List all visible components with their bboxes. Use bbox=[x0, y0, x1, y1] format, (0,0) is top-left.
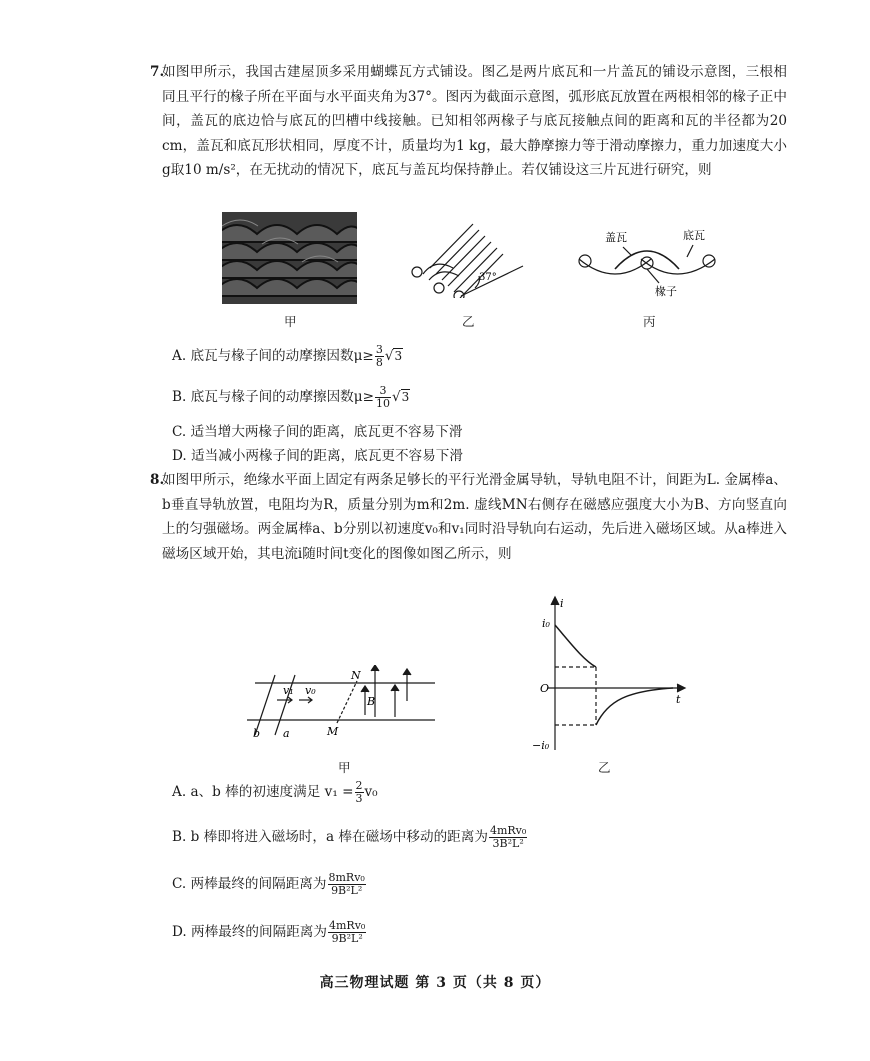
option-8c[interactable]: C. 两棒最终的间隔距离为 $\frac{\text{8mRv₀}}{\text{9B²L²}}$ bbox=[172, 871, 365, 897]
option-8b[interactable]: B. b 棒即将进入磁场时，a 棒在磁场中移动的距离为 $\frac{\text{4mRv₀}}{\text{3B²L²}}$ bbox=[172, 824, 527, 850]
label-B: B bbox=[367, 695, 376, 708]
fraction: $\frac{\text{8mRv₀}}{\text{9B²L²}}$ bbox=[328, 871, 365, 897]
axis-label-i: i bbox=[560, 597, 564, 610]
label-v0: v₀ bbox=[305, 684, 316, 697]
cross-section-diagram bbox=[575, 225, 720, 300]
figure-caption-jia: 甲 bbox=[284, 314, 297, 329]
option-7b[interactable]: B. 底瓦与椽子间的动摩擦因数μ≥ $\frac{3}{10}$ √3 bbox=[172, 384, 410, 410]
question-stem: 如图甲所示，绝缘水平面上固定有两条足够长的平行光滑金属导轨，导轨电阻不计，间距为L. 金属棒a、b垂直导轨放置，电阻均为R，质量分别为m和2m. 虚线MN右侧存在磁感应强度大小为B、方向竖直向上的匀强磁场。两金属棒a、b分别以初速度v₀和v₁同时沿导轨向右运动，先后进入磁场区域。从a棒进入磁场区域开始，其电流i随时间t变化的图像如图乙所示，则 bbox=[162, 472, 787, 562]
current-time-graph bbox=[528, 595, 688, 755]
figure-caption-yi: 乙 bbox=[462, 314, 475, 329]
label-M: M bbox=[327, 725, 339, 738]
option-7d[interactable]: D. 适当减小两椽子间的距离，底瓦更不容易下滑 bbox=[172, 448, 463, 464]
question-stem: 如图甲所示，我国古建屋顶多采用蝴蝶瓦方式铺设。图乙是两片底瓦和一片盖瓦的铺设示意图，三根相同且平行的椽子所在平面与水平面夹角为37°。图丙为截面示意图，弧形底瓦放置在两根相邻的椽子正中间，盖瓦的底边恰与底瓦的凹槽中线接触。已知相邻两椽子与底瓦接触点间的距离和瓦的半径都为20 cm，盖瓦和底瓦形状相同，厚度不计，质量均为1 kg，最大静摩擦力等于滑动摩擦力，重力加速度大小g取10 m/s²，在无扰动的情况下，底瓦与盖瓦均保持静止。若仅铺设这三片瓦进行研究，则 bbox=[162, 64, 787, 178]
label-b: b bbox=[253, 727, 261, 740]
rails-diagram bbox=[245, 665, 440, 745]
fraction: $\frac{3}{10}$ bbox=[375, 384, 390, 410]
option-7c[interactable]: C. 适当增大两椽子间的距离，底瓦更不容易下滑 bbox=[172, 424, 463, 440]
option-7a[interactable]: A. 底瓦与椽子间的动摩擦因数μ≥ $\frac{3}{8}$ √3 bbox=[172, 343, 403, 369]
angle-label: 37° bbox=[479, 272, 497, 283]
tick-i0: i₀ bbox=[542, 617, 550, 630]
label-N: N bbox=[351, 669, 361, 682]
fraction: $\frac{\text{4mRv₀}}{\text{9B²L²}}$ bbox=[329, 919, 366, 945]
roof-tiles-photo bbox=[222, 212, 357, 304]
figure-caption-bing: 丙 bbox=[643, 314, 656, 329]
page-footer: 高三物理试题 第 3 页（共 8 页） bbox=[319, 975, 551, 991]
axis-label-t: t bbox=[676, 693, 681, 706]
tile-layout-diagram bbox=[405, 218, 525, 298]
fraction: $\frac{3}{8}$ bbox=[375, 343, 383, 369]
label-v1: v₁ bbox=[283, 684, 294, 697]
label-a: a bbox=[283, 727, 290, 740]
label-diwa: 底瓦 bbox=[683, 229, 705, 242]
question-8 bbox=[150, 468, 787, 566]
question-number: 8. bbox=[150, 472, 165, 488]
tick-neg-i0: −i₀ bbox=[532, 739, 550, 752]
label-gaiwa: 盖瓦 bbox=[605, 231, 627, 244]
question-7 bbox=[150, 60, 787, 183]
option-8d[interactable]: D. 两棒最终的间隔距离为 $\frac{\text{4mRv₀}}{\text{9B²L²}}$ bbox=[172, 919, 366, 945]
fraction: $\frac{\text{4mRv₀}}{\text{3B²L²}}$ bbox=[489, 824, 527, 850]
question-number: 7. bbox=[150, 64, 165, 80]
origin-O: O bbox=[540, 682, 550, 695]
figure-caption-yi-8: 乙 bbox=[598, 760, 611, 775]
figure-caption-jia-8: 甲 bbox=[338, 760, 351, 775]
fraction: $\frac{2}{3}$ bbox=[355, 779, 363, 805]
label-chuanzi: 椽子 bbox=[655, 285, 677, 298]
option-8a[interactable]: A. a、b 棒的初速度满足 v₁ = $\frac{2}{3}$ v₀ bbox=[172, 779, 378, 805]
